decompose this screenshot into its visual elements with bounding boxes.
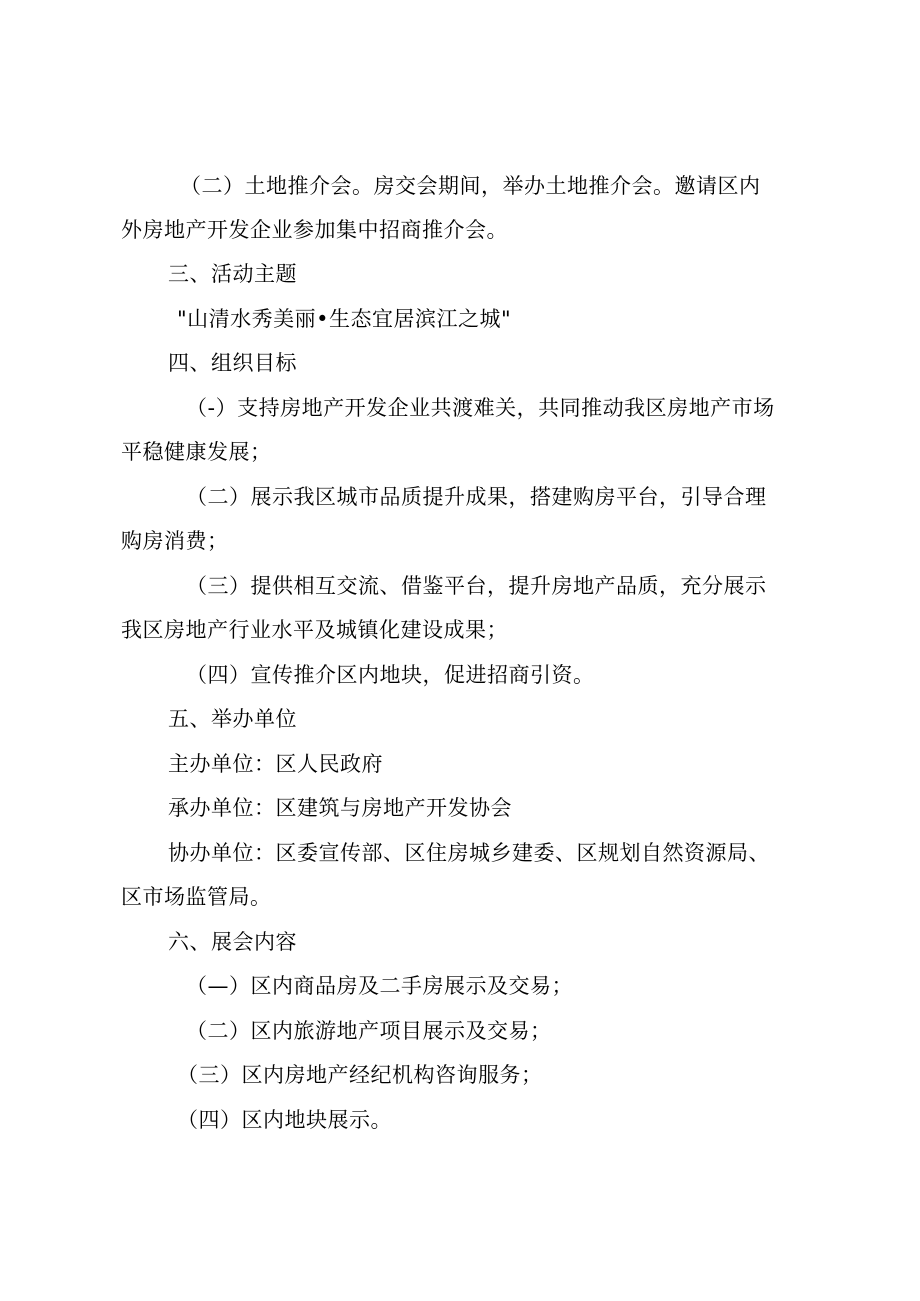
organizer-line: 承办单位：区建筑与房地产开发协会 [168,796,512,820]
list-item: （-）支持房地产开发企业共渡难关，共同推动我区房地产市场 [186,396,775,420]
organizer-line: 协办单位：区委宣传部、区住房城乡建委、区规划自然资源局、 [168,841,770,865]
list-item: （三）区内房地产经纪机构咨询服务； [177,1063,543,1087]
organizer-line: 主办单位：区人民政府 [168,752,383,776]
list-item-continuation: 购房消费； [121,529,229,553]
list-item-continuation: 平稳健康发展； [121,440,272,464]
activity-theme: "山清水秀美丽•生态宜居滨江之城" [177,307,512,331]
list-item: （—）区内商品房及二手房展示及交易； [186,974,573,998]
organizer-line-continuation: 区市场监管局。 [121,885,272,909]
section-heading: 五、举办单位 [168,707,297,731]
list-item: （二）区内旅游地产项目展示及交易； [186,1019,552,1043]
list-item: （四）区内地块展示。 [177,1108,392,1132]
list-item: （三）提供相互交流、借鉴平台，提升房地产品质，充分展示 [186,574,767,598]
section-paragraph-line: 外房地产开发企业参加集中招商推介会。 [121,218,508,242]
list-item: （二）展示我区城市品质提升成果，搭建购房平台，引导合理 [186,485,767,509]
list-item: （四）宣传推介区内地块，促进招商引资。 [186,663,595,687]
section-heading: 三、活动主题 [168,262,297,286]
section-heading: 四、组织目标 [168,351,297,375]
list-item-continuation: 我区房地产行业水平及城镇化建设成果； [121,618,508,642]
section-heading: 六、展会内容 [168,930,297,954]
section-paragraph-line: （二）土地推介会。房交会期间，举办土地推介会。邀请区内 [180,174,761,198]
